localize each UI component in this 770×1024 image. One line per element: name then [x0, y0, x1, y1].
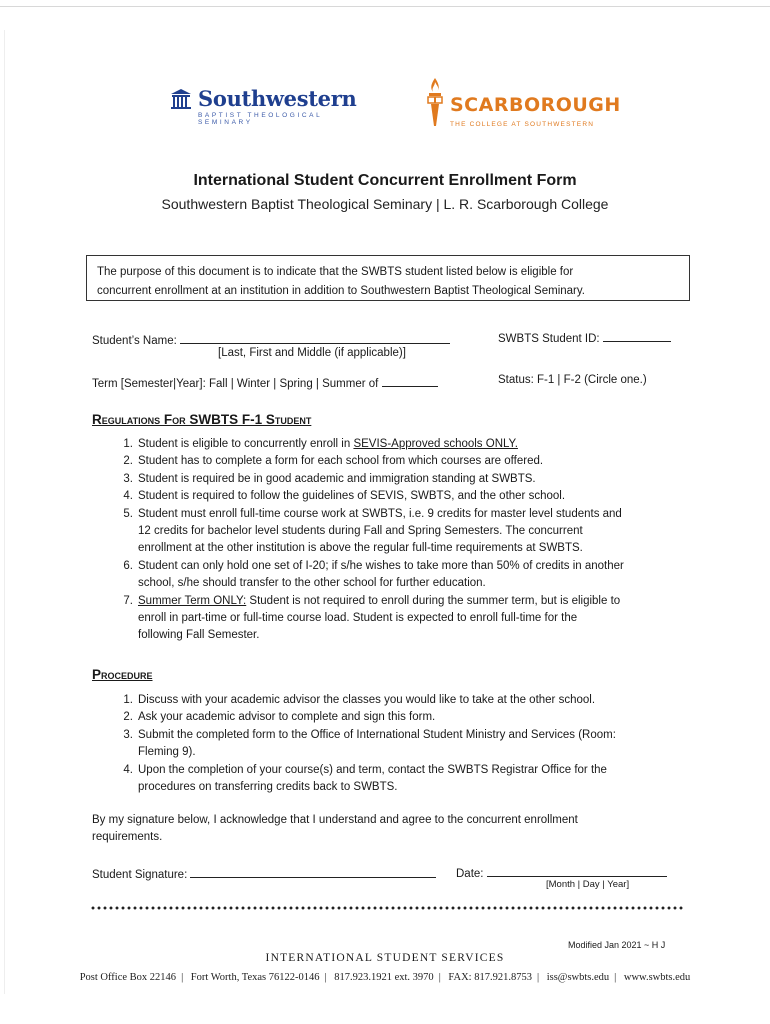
list-text: Student has to complete a form for each school from which courses are offered. — [138, 455, 544, 468]
phone-number: 817.923.1921 ext. 3970 — [334, 972, 434, 983]
list-number: 5. — [123, 507, 133, 520]
acknowledgement-line: By my signature below, I acknowledge that I understand and agree to the concurrent enrollment — [92, 814, 578, 826]
torch-icon — [426, 76, 444, 128]
list-text: Student is required to follow the guidelines of SEVIS, SWBTS, and the other school. — [138, 490, 566, 503]
southwestern-wordmark: Southwestern — [198, 86, 357, 111]
purpose-line: The purpose of this document is to indicate that the SWBTS student listed below is eligible for — [97, 266, 574, 278]
purpose-box — [86, 255, 690, 301]
scarborough-logo — [426, 76, 621, 132]
term-field[interactable] — [92, 374, 438, 390]
list-text: Ask your academic advisor to complete and sign this form. — [138, 711, 436, 724]
student-name-hint: [Last, First and Middle (if applicable)] — [218, 347, 406, 359]
list-line: Fleming 9). — [138, 746, 196, 759]
student-id-field[interactable] — [498, 329, 671, 345]
procedure-heading: Procedure — [92, 667, 153, 682]
list-item — [123, 709, 683, 726]
term-year-line[interactable] — [382, 374, 438, 387]
list-line — [138, 471, 683, 488]
list-number: 1. — [123, 438, 133, 450]
status-field[interactable]: Status: F-1 | F-2 (Circle one.) — [498, 374, 647, 386]
emphasis-link: SEVIS-Approved schools ONLY. — [353, 438, 518, 450]
signature-label: Student Signature: — [92, 869, 188, 881]
date-line[interactable] — [487, 864, 667, 877]
po-box: Post Office Box 22146 — [79, 972, 177, 983]
list-text: Student can only hold one set of I-20; if s/he wishes to take more than 50% of credits in another — [138, 559, 624, 572]
student-id-line[interactable] — [603, 329, 671, 342]
list-line: procedures on transferring credits back to SWBTS. — [138, 781, 398, 794]
date-field[interactable] — [456, 864, 667, 880]
scarborough-wordmark: SCARBOROUGH — [450, 94, 621, 116]
purpose-line: concurrent enrollment at an institution in addition to Southwestern Baptist Theological Seminary. — [97, 285, 585, 297]
student-name-field[interactable] — [92, 331, 450, 347]
list-item — [123, 506, 683, 558]
list-line: school, s/he should transfer to the other school for further education. — [138, 577, 486, 590]
acknowledgement-line: requirements. — [92, 831, 163, 843]
list-line — [138, 709, 683, 726]
list-item — [123, 558, 683, 593]
list-line: enrollment at the other institution is above the regular full-time requirements at SWBTS. — [138, 542, 583, 555]
list-line — [138, 762, 683, 779]
list-number: 4. — [123, 490, 133, 503]
list-item — [123, 471, 683, 488]
student-id-label: SWBTS Student ID: — [498, 333, 600, 345]
list-item — [123, 436, 683, 453]
city-address: Fort Worth, Texas 76122-0146 — [190, 972, 320, 983]
signature-line[interactable] — [190, 865, 436, 878]
list-text: Student is eligible to concurrently enroll in — [138, 438, 354, 450]
date-label: Date: — [456, 868, 484, 880]
dotted-divider — [90, 906, 684, 910]
list-line — [138, 436, 683, 453]
procedure-list — [123, 692, 683, 796]
website-link[interactable]: www.swbts.edu — [623, 972, 691, 983]
list-text: Submit the completed form to the Office of International Student Ministry and Services (Room: — [138, 728, 616, 741]
list-line — [138, 727, 683, 744]
list-text: Student is not required to enroll during the summer term, but is eligible to — [246, 594, 621, 607]
fax-number: FAX: 817.921.8753 — [448, 972, 532, 983]
list-item — [123, 762, 683, 797]
date-hint: [Month | Day | Year] — [546, 879, 630, 890]
list-line — [138, 558, 683, 575]
regulations-list — [123, 436, 683, 645]
list-line: enroll in part-time or full-time course load. Student is expected to enroll full-time for the — [138, 612, 578, 625]
list-number: 3. — [123, 728, 133, 741]
contact-footer: Post Office Box 22146 | Fort Worth, Texas 76122-0146 | 817.923.1921 ext. 3970 | FAX: 817.921.8753 | iss@swbts.edu | www.swbts.edu — [79, 972, 691, 983]
modified-note: Modified Jan 2021 ~ H J — [568, 940, 666, 950]
list-text: Discuss with your academic advisor the classes you would like to take at the other school. — [138, 694, 596, 706]
list-number: 2. — [123, 455, 133, 468]
scan-edge — [0, 6, 770, 7]
list-item — [123, 593, 683, 645]
list-item — [123, 488, 683, 505]
term-label: Term [Semester|Year]: Fall | Winter | Spring | Summer of — [92, 378, 379, 390]
list-number: 1. — [123, 694, 133, 706]
list-line — [138, 506, 683, 523]
signature-field[interactable] — [92, 865, 436, 881]
list-number: 3. — [123, 472, 133, 485]
list-line — [138, 692, 683, 709]
office-name: INTERNATIONAL STUDENT SERVICES — [265, 952, 505, 964]
list-line — [138, 453, 683, 470]
southwestern-logo — [170, 86, 370, 126]
building-icon — [170, 88, 192, 110]
list-item — [123, 727, 683, 762]
list-line — [138, 488, 683, 505]
list-number: 2. — [123, 711, 133, 724]
list-item — [123, 692, 683, 709]
list-text: Upon the completion of your course(s) and term, contact the SWBTS Registrar Office for the — [138, 763, 607, 776]
list-line — [138, 593, 683, 610]
emphasis-link: Summer Term ONLY: — [138, 594, 247, 607]
list-text: Student is required be in good academic and immigration standing at SWBTS. — [138, 472, 536, 485]
scarborough-subtitle: THE COLLEGE AT SOUTHWESTERN — [450, 121, 595, 128]
list-item — [123, 453, 683, 470]
form-subtitle: Southwestern Baptist Theological Seminary | L. R. Scarborough College — [161, 196, 609, 212]
form-title: International Student Concurrent Enrollment Form — [193, 172, 577, 189]
list-number: 6. — [123, 559, 133, 572]
list-number: 4. — [123, 763, 133, 776]
southwestern-subtitle: BAPTIST THEOLOGICAL SEMINARY — [198, 112, 323, 126]
student-name-label: Student’s Name: — [92, 335, 177, 347]
list-line: following Fall Semester. — [138, 629, 260, 642]
list-text: Student must enroll full-time course work at SWBTS, i.e. 9 credits for master level students and — [138, 507, 622, 520]
email-link[interactable]: iss@swbts.edu — [546, 972, 610, 983]
list-number: 7. — [123, 594, 133, 607]
student-name-line[interactable] — [180, 331, 450, 344]
list-line: 12 credits for bachelor level students during Fall and Spring Semesters. The concurrent — [138, 525, 583, 538]
regulations-heading: Regulations For SWBTS F-1 Student — [92, 412, 312, 427]
acknowledgement-text — [92, 812, 652, 846]
